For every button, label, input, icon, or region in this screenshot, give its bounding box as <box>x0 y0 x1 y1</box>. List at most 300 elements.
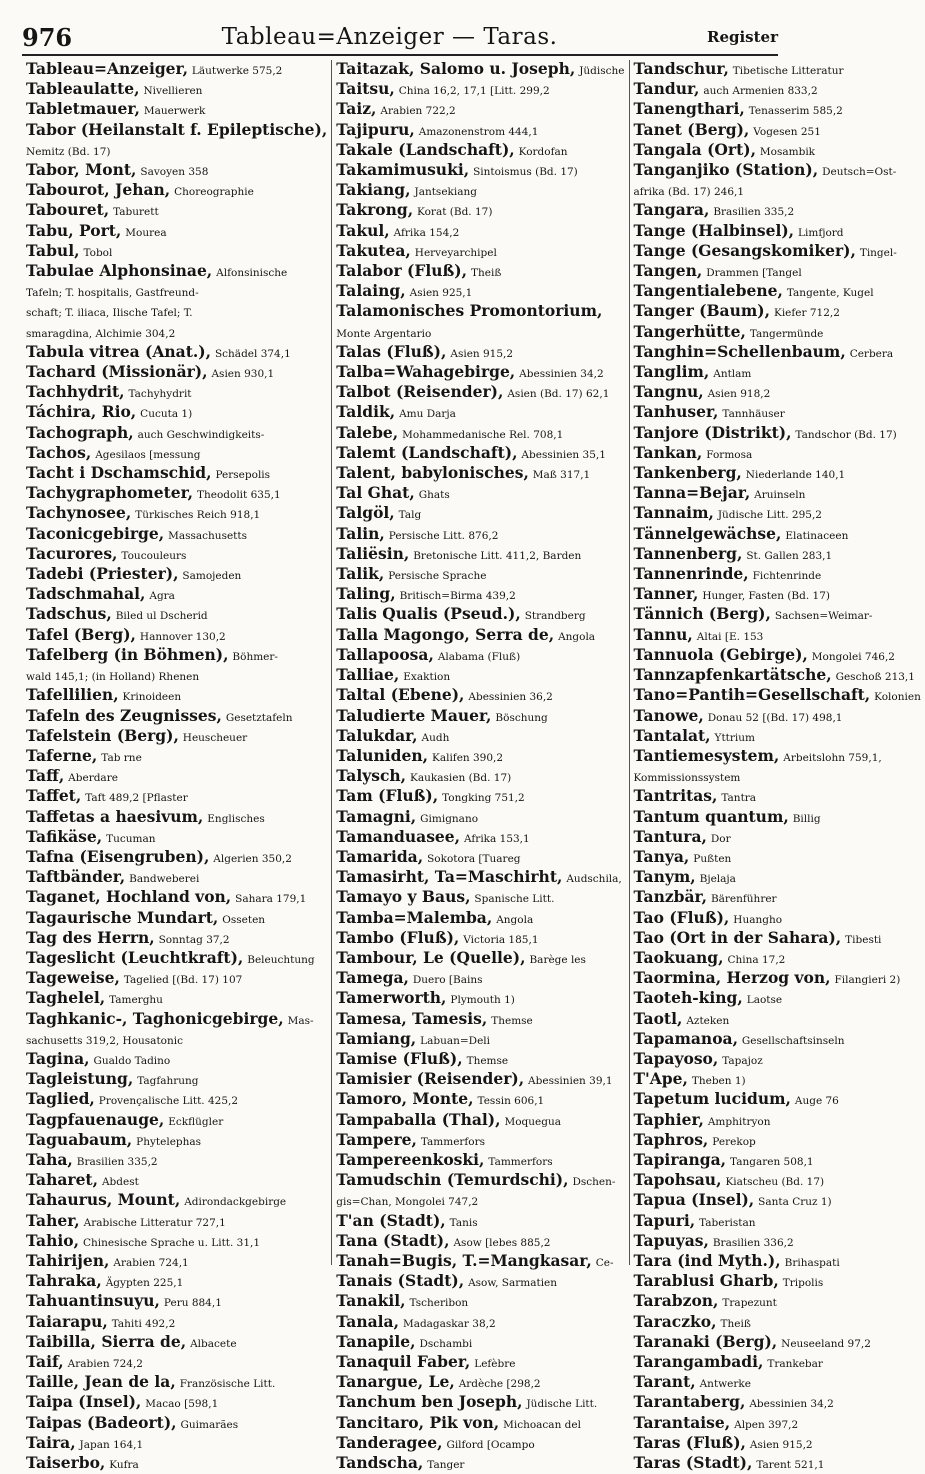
entry-reference: Audschila, <box>566 873 622 886</box>
index-entry <box>26 747 327 767</box>
index-entry <box>336 929 624 949</box>
entry-keyword: Tanowe, <box>633 705 704 725</box>
entry-keyword: Taltal (Ebene), <box>336 685 465 705</box>
entry-reference: Donau 52 [(Bd. 17) 498,1 <box>707 711 843 724</box>
index-entry <box>336 282 624 302</box>
entry-keyword: Tapua (Insel), <box>633 1190 755 1210</box>
entry-reference: Azteken <box>686 1014 730 1027</box>
index-entry <box>336 343 624 363</box>
entry-keyword: Talebe, <box>336 422 399 442</box>
entry-keyword: Tarantaberg, <box>633 1392 746 1412</box>
entry-keyword: Taconicgebirge, <box>26 523 165 543</box>
entry-keyword: Taghkanic-, Taghonicgebirge, <box>26 1008 284 1028</box>
entry-reference: Drammen [Tangel <box>706 267 802 280</box>
entry-keyword: Tandschur, <box>633 59 729 78</box>
index-entry <box>26 767 327 787</box>
index-entry <box>634 302 921 322</box>
entry-keyword: Talgöl, <box>336 503 395 523</box>
index-entry <box>634 424 921 444</box>
entry-reference: Tibetische Litteratur <box>732 65 844 77</box>
entry-keyword: Tapuri, <box>633 1210 696 1230</box>
entry-reference: Huangho <box>733 913 783 926</box>
entry-reference: gis=Chan, Mongolei 747,2 <box>336 1196 479 1209</box>
index-entry <box>26 141 327 161</box>
entry-keyword: Tankan, <box>633 442 703 462</box>
index-entry <box>634 444 921 464</box>
index-entry <box>336 808 624 828</box>
entry-reference: Nemitz (Bd. 17) <box>26 145 111 158</box>
entry-keyword: Taftbänder, <box>26 867 126 887</box>
entry-keyword: Tanghin=Schellenbaum, <box>633 341 846 361</box>
index-entry <box>634 262 921 282</box>
entry-reference: Limfjord <box>798 226 844 239</box>
entry-reference: Abessinien 35,1 <box>521 448 606 461</box>
index-entry <box>634 80 921 100</box>
entry-keyword: Taliësin, <box>336 543 410 563</box>
entry-keyword: Tamagni, <box>336 806 417 826</box>
index-column-3 <box>629 59 925 1473</box>
index-entry <box>634 989 921 1009</box>
entry-keyword: Tännelgewächse, <box>633 523 782 543</box>
index-entry <box>26 605 327 625</box>
index-entry <box>634 1171 921 1191</box>
index-entry <box>336 565 624 585</box>
entry-reference: Kiatscheu (Bd. 17) <box>725 1176 825 1189</box>
entry-keyword: Tanakil, <box>336 1291 406 1311</box>
entry-keyword: Tanah=Bugis, T.=Mangkasar, <box>336 1250 592 1270</box>
index-entry <box>634 242 921 262</box>
index-entry <box>634 1292 921 1312</box>
entry-keyword: Tangentialebene, <box>633 281 783 301</box>
entry-keyword: Taffet, <box>26 786 82 806</box>
index-entry <box>26 60 327 80</box>
index-entry <box>26 1151 327 1171</box>
index-entry <box>634 747 921 767</box>
entry-reference: Taberistan <box>699 1216 756 1229</box>
index-entry <box>634 909 921 929</box>
index-entry <box>634 323 921 343</box>
index-entry <box>336 1434 624 1454</box>
entry-keyword: Tamayo y Baus, <box>336 887 471 907</box>
entry-reference: Agra <box>149 590 175 603</box>
entry-reference: Nivellieren <box>143 85 203 98</box>
entry-reference: Themse <box>491 1014 533 1027</box>
entry-keyword: Tafellilien, <box>26 685 119 705</box>
index-entry <box>26 1414 327 1434</box>
entry-reference: Tachyhydrit <box>128 388 192 401</box>
entry-keyword: Tambour, Le (Quelle), <box>336 947 526 967</box>
entry-reference: Arbeitslohn 759,1, <box>783 751 882 764</box>
entry-keyword: Taguabaum, <box>26 1129 133 1149</box>
entry-keyword: Tabulae Alphonsinae, <box>26 261 213 281</box>
entry-keyword: Tarangambadi, <box>633 1352 764 1371</box>
index-entry <box>336 80 624 100</box>
entry-reference: St. Gallen 283,1 <box>746 549 833 562</box>
entry-reference: Kommissionssystem <box>633 772 741 785</box>
index-entry <box>26 302 327 322</box>
entry-keyword: Tännich (Berg), <box>633 604 771 624</box>
entry-keyword: Tapamanoa, <box>633 1028 738 1048</box>
index-entry <box>26 525 327 545</box>
entry-reference: Brasilien 335,2 <box>713 206 795 219</box>
index-entry <box>634 1070 921 1090</box>
index-entry <box>336 1131 624 1151</box>
index-entry <box>336 767 624 787</box>
entry-keyword: Tanchum ben Joseph, <box>336 1392 523 1412</box>
index-entry <box>26 464 327 484</box>
index-columns <box>22 59 921 1473</box>
entry-reference: Guimarães <box>180 1418 239 1431</box>
entry-keyword: Tara (ind Myth.), <box>633 1250 781 1270</box>
entry-keyword: Taphier, <box>633 1109 704 1129</box>
index-entry <box>26 343 327 363</box>
entry-reference: Gimignano <box>420 812 479 825</box>
entry-keyword: Taferne, <box>26 745 98 765</box>
entry-keyword: Tamudschin (Temurdschi), <box>336 1170 569 1190</box>
entry-keyword: Taldik, <box>336 402 396 422</box>
entry-reference: Bretonische Litt. 411,2, Barden <box>413 549 582 562</box>
index-entry <box>634 666 921 686</box>
index-entry <box>336 525 624 545</box>
entry-reference: Billig <box>792 812 821 825</box>
entry-keyword: Tantiemesystem, <box>633 745 780 765</box>
index-entry <box>26 808 327 828</box>
index-entry <box>336 222 624 242</box>
index-entry <box>26 1171 327 1191</box>
index-entry <box>26 989 327 1009</box>
entry-reference: Spanische Litt. <box>474 893 555 906</box>
entry-keyword: Tanengthari, <box>633 99 745 119</box>
index-entry <box>26 403 327 423</box>
index-entry <box>336 1232 624 1252</box>
index-entry <box>336 949 624 969</box>
entry-reference: Niederlande 140,1 <box>745 469 846 482</box>
entry-reference: Sonntag 37,2 <box>158 933 230 946</box>
entry-reference: Toucouleurs <box>121 549 187 562</box>
index-entry <box>336 909 624 929</box>
index-entry <box>336 686 624 706</box>
entry-keyword: Taif, <box>26 1352 64 1371</box>
entry-keyword: Tabor, Mont, <box>26 160 137 180</box>
entry-reference: Dschambi <box>419 1337 473 1350</box>
index-entry <box>336 1151 624 1171</box>
index-entry <box>26 929 327 949</box>
entry-keyword: Takamimusuki, <box>336 160 470 180</box>
index-entry <box>26 1111 327 1131</box>
index-entry <box>336 363 624 383</box>
entry-reference: Phytelephas <box>136 1135 202 1148</box>
entry-reference: Japan 164,1 <box>79 1438 144 1451</box>
index-entry <box>336 1171 624 1191</box>
entry-reference: Arabien 724,1 <box>113 1256 189 1269</box>
entry-keyword: Tamega, <box>336 968 409 988</box>
entry-reference: Madagaskar 38,2 <box>402 1317 496 1330</box>
index-entry <box>634 383 921 403</box>
entry-keyword: Tabul, <box>26 240 80 260</box>
entry-reference: Algerien 350,2 <box>213 852 292 865</box>
entry-reference: Böhmer- <box>232 650 278 663</box>
entry-keyword: Tagpfauenauge, <box>26 1109 165 1129</box>
entry-keyword: Takiang, <box>336 180 411 200</box>
entry-reference: Dschen- <box>572 1176 616 1189</box>
index-entry <box>634 1313 921 1333</box>
entry-keyword: Taffetas a haesivum, <box>26 806 204 826</box>
entry-keyword: Taras (Fluß), <box>633 1432 746 1452</box>
entry-reference: Santa Cruz 1) <box>758 1196 832 1209</box>
entry-reference: Sachsen=Weimar- <box>774 610 873 623</box>
entry-reference: Tahiti 492,2 <box>111 1317 176 1330</box>
entry-reference: Arabien 722,2 <box>380 105 456 118</box>
entry-reference: Tammerfors <box>488 1155 553 1168</box>
entry-reference: Angola <box>558 630 596 643</box>
entry-keyword: Taille, Jean de la, <box>26 1372 176 1392</box>
entry-reference: Theiß <box>720 1317 751 1330</box>
index-entry <box>634 1434 921 1454</box>
entry-keyword: Tanargue, Le, <box>336 1372 455 1392</box>
index-entry <box>634 1333 921 1353</box>
entry-reference: Amphitryon <box>707 1115 771 1128</box>
index-entry <box>26 1373 327 1393</box>
index-entry <box>26 565 327 585</box>
entry-reference: Krinoideen <box>122 691 182 704</box>
index-entry <box>26 727 327 747</box>
entry-reference: Asow, Sarmatien <box>468 1277 558 1290</box>
entry-keyword: Tadschus, <box>26 604 112 624</box>
index-entry <box>634 888 921 908</box>
index-entry <box>26 100 327 120</box>
entry-keyword: Tamise (Fluß), <box>336 1048 463 1068</box>
entry-keyword: Tampereenkoski, <box>336 1149 485 1169</box>
index-entry <box>336 545 624 565</box>
entry-keyword: Tangara, <box>633 200 710 220</box>
index-entry <box>336 1050 624 1070</box>
entry-keyword: Tanzbär, <box>633 887 707 907</box>
entry-keyword: Taphros, <box>633 1129 709 1149</box>
entry-keyword: Tabu, Port, <box>26 220 122 240</box>
entry-keyword: Tachos, <box>26 442 92 462</box>
index-entry <box>634 1373 921 1393</box>
entry-reference: Kaukasien (Bd. 17) <box>410 772 512 785</box>
entry-reference: Kalifen 390,2 <box>431 751 504 764</box>
entry-reference: Choreographie <box>174 186 254 199</box>
entry-reference: Kufra <box>109 1459 139 1472</box>
entry-reference: Asien 915,2 <box>749 1438 813 1451</box>
index-entry <box>26 909 327 929</box>
index-entry <box>336 1111 624 1131</box>
index-entry <box>336 424 624 444</box>
entry-keyword: Taoteh-king, <box>633 988 743 1008</box>
entry-reference: Abessinien 34,2 <box>519 368 604 381</box>
entry-keyword: Talukdar, <box>336 725 418 745</box>
index-entry <box>336 1090 624 1110</box>
index-entry <box>336 787 624 807</box>
entry-reference: Macao [598,1 <box>145 1398 219 1411</box>
index-entry <box>336 242 624 262</box>
entry-reference: Kiefer 712,2 <box>773 307 840 320</box>
entry-reference: Persepolis <box>215 469 271 482</box>
index-entry <box>634 525 921 545</box>
entry-reference: Jüdische Litt. <box>526 1398 598 1411</box>
entry-reference: Alabama (Fluß) <box>437 650 521 663</box>
entry-reference: Strandberg <box>524 610 586 623</box>
index-entry <box>634 201 921 221</box>
entry-reference: Brasilien 335,2 <box>76 1155 158 1168</box>
index-entry <box>26 1252 327 1272</box>
entry-keyword: Tanet (Berg), <box>633 119 750 139</box>
entry-keyword: Taff, <box>26 766 65 786</box>
entry-keyword: Tampaballa (Thal), <box>336 1109 501 1129</box>
index-entry <box>634 646 921 666</box>
entry-keyword: Tanya, <box>633 846 690 866</box>
entry-keyword: Tanhuser, <box>633 402 719 422</box>
index-entry <box>26 888 327 908</box>
entry-reference: Hunger, Fasten (Bd. 17) <box>702 590 830 603</box>
index-entry <box>634 1050 921 1070</box>
index-entry <box>336 1272 624 1292</box>
entry-keyword: Tanganjiko (Station), <box>633 160 819 180</box>
entry-keyword: Tajipuru, <box>336 119 415 139</box>
entry-keyword: Tachograph, <box>26 422 134 442</box>
index-entry <box>634 605 921 625</box>
index-entry <box>634 707 921 727</box>
index-entry <box>634 1414 921 1434</box>
entry-reference: Tandschor (Bd. 17) <box>795 428 897 441</box>
entry-keyword: Tadebi (Priester), <box>26 564 179 584</box>
entry-keyword: Tankenberg, <box>633 463 742 483</box>
entry-keyword: Tangnu, <box>633 382 704 402</box>
entry-keyword: Tannu, <box>633 624 693 644</box>
index-entry <box>26 444 327 464</box>
entry-reference: China 17,2 <box>727 953 786 966</box>
entry-reference: Amazonenstrom 444,1 <box>418 125 539 138</box>
index-entry <box>634 1030 921 1050</box>
index-entry <box>336 504 624 524</box>
entry-reference: Tannhäuser <box>722 408 785 421</box>
entry-reference: Agesilaos [messung <box>95 448 201 461</box>
entry-keyword: Tableau=Anzeiger, <box>26 59 188 78</box>
entry-reference: Abessinien 36,2 <box>468 691 553 704</box>
index-entry <box>336 121 624 141</box>
index-entry <box>634 282 921 302</box>
entry-keyword: Tachygraphometer, <box>26 483 194 503</box>
entry-keyword: Tangerhütte, <box>633 321 746 341</box>
entry-reference: Böschung <box>495 711 548 724</box>
entry-reference: Biled ul Dscherid <box>115 610 208 623</box>
entry-reference: Tantra <box>721 792 757 805</box>
entry-reference: auch Armenien 833,2 <box>703 85 818 98</box>
entry-keyword: Tao (Ort in der Sahara), <box>633 927 842 947</box>
entry-reference: Asien 925,1 <box>409 287 473 300</box>
entry-reference: Theiß <box>470 267 502 280</box>
entry-reference: sachusetts 319,2, Housatonic <box>26 1034 183 1047</box>
entry-keyword: Tag des Herrn, <box>26 927 155 947</box>
index-entry <box>26 666 327 686</box>
entry-reference: Plymouth 1) <box>450 994 515 1007</box>
index-entry <box>634 464 921 484</box>
entry-reference: Eckflügler <box>168 1115 224 1128</box>
entry-keyword: Tapetum lucidum, <box>633 1089 791 1109</box>
index-entry <box>26 1090 327 1110</box>
entry-keyword: Tahuantinsuyu, <box>26 1291 160 1311</box>
entry-reference: Tessin 606,1 <box>477 1095 545 1108</box>
entry-reference: Amu Darja <box>399 408 456 421</box>
entry-reference: Jantsekiang <box>414 186 478 199</box>
index-entry <box>26 787 327 807</box>
entry-reference: Persische Sprache <box>388 570 487 583</box>
entry-reference: schaft; T. iliaca, Ilische Tafel; T. <box>26 307 193 320</box>
entry-reference: Adirondackgebirge <box>184 1196 287 1209</box>
index-column-2 <box>331 59 628 1473</box>
index-entry <box>634 767 921 787</box>
index-entry <box>336 888 624 908</box>
entry-reference: Tobol <box>83 246 113 259</box>
entry-keyword: Tafna (Eisengruben), <box>26 846 210 866</box>
entry-keyword: Tannenrinde, <box>633 564 749 584</box>
index-entry <box>26 504 327 524</box>
entry-reference: Persische Litt. 876,2 <box>388 529 499 542</box>
entry-reference: Tangente, Kugel <box>786 287 874 300</box>
entry-keyword: Tannenberg, <box>633 543 743 563</box>
entry-reference: Ce- <box>595 1256 614 1269</box>
entry-reference: Peru 884,1 <box>163 1297 222 1310</box>
entry-reference: auch Geschwindigkeits- <box>137 428 265 441</box>
entry-reference: Brasilien 336,2 <box>712 1236 794 1249</box>
entry-keyword: Tao (Fluß), <box>633 907 730 927</box>
index-entry <box>336 868 624 888</box>
entry-keyword: Tahaurus, Mount, <box>26 1190 181 1210</box>
index-entry <box>634 60 921 80</box>
entry-keyword: Takrong, <box>336 200 414 220</box>
index-entry <box>634 363 921 383</box>
entry-reference: Tamerghu <box>109 994 163 1007</box>
index-entry <box>634 1353 921 1373</box>
entry-reference: Exaktion <box>403 671 451 684</box>
entry-reference: Beleuchtung <box>247 953 315 966</box>
entry-keyword: Taotl, <box>633 1008 683 1028</box>
index-entry <box>634 121 921 141</box>
entry-keyword: Tanderagee, <box>336 1432 443 1452</box>
entry-reference: Tafeln; T. hospitalis, Gastfreund- <box>26 287 199 300</box>
entry-keyword: Taiarapu, <box>26 1311 108 1331</box>
index-entry <box>336 100 624 120</box>
entry-keyword: Tantalat, <box>633 725 711 745</box>
entry-keyword: Tachard (Missionär), <box>26 362 208 382</box>
entry-reference: Läutwerke 575,2 <box>191 65 283 77</box>
entry-keyword: Tafel (Berg), <box>26 624 136 644</box>
entry-reference: Tucuman <box>106 832 156 845</box>
entry-reference: Moquegua <box>504 1115 561 1128</box>
entry-keyword: Tange (Halbinsel), <box>633 220 795 240</box>
entry-keyword: Tafikäse, <box>26 826 103 846</box>
index-entry <box>634 403 921 423</box>
entry-keyword: Tabula vitrea (Anat.), <box>26 341 212 361</box>
entry-reference: Englisches <box>207 812 265 825</box>
index-entry <box>26 1272 327 1292</box>
entry-keyword: Talysch, <box>336 766 407 786</box>
entry-reference: Bärenführer <box>710 893 777 906</box>
index-entry <box>336 1353 624 1373</box>
entry-keyword: Taiz, <box>336 99 377 119</box>
index-entry <box>26 646 327 666</box>
index-entry <box>634 808 921 828</box>
entry-keyword: Tamarida, <box>336 846 424 866</box>
index-entry <box>26 363 327 383</box>
index-entry <box>26 1292 327 1312</box>
entry-reference: Arabien 724,2 <box>67 1358 143 1370</box>
entry-keyword: Taiserbo, <box>26 1453 106 1473</box>
entry-reference: Laotse <box>746 994 783 1007</box>
page-number: 976 <box>22 22 73 52</box>
